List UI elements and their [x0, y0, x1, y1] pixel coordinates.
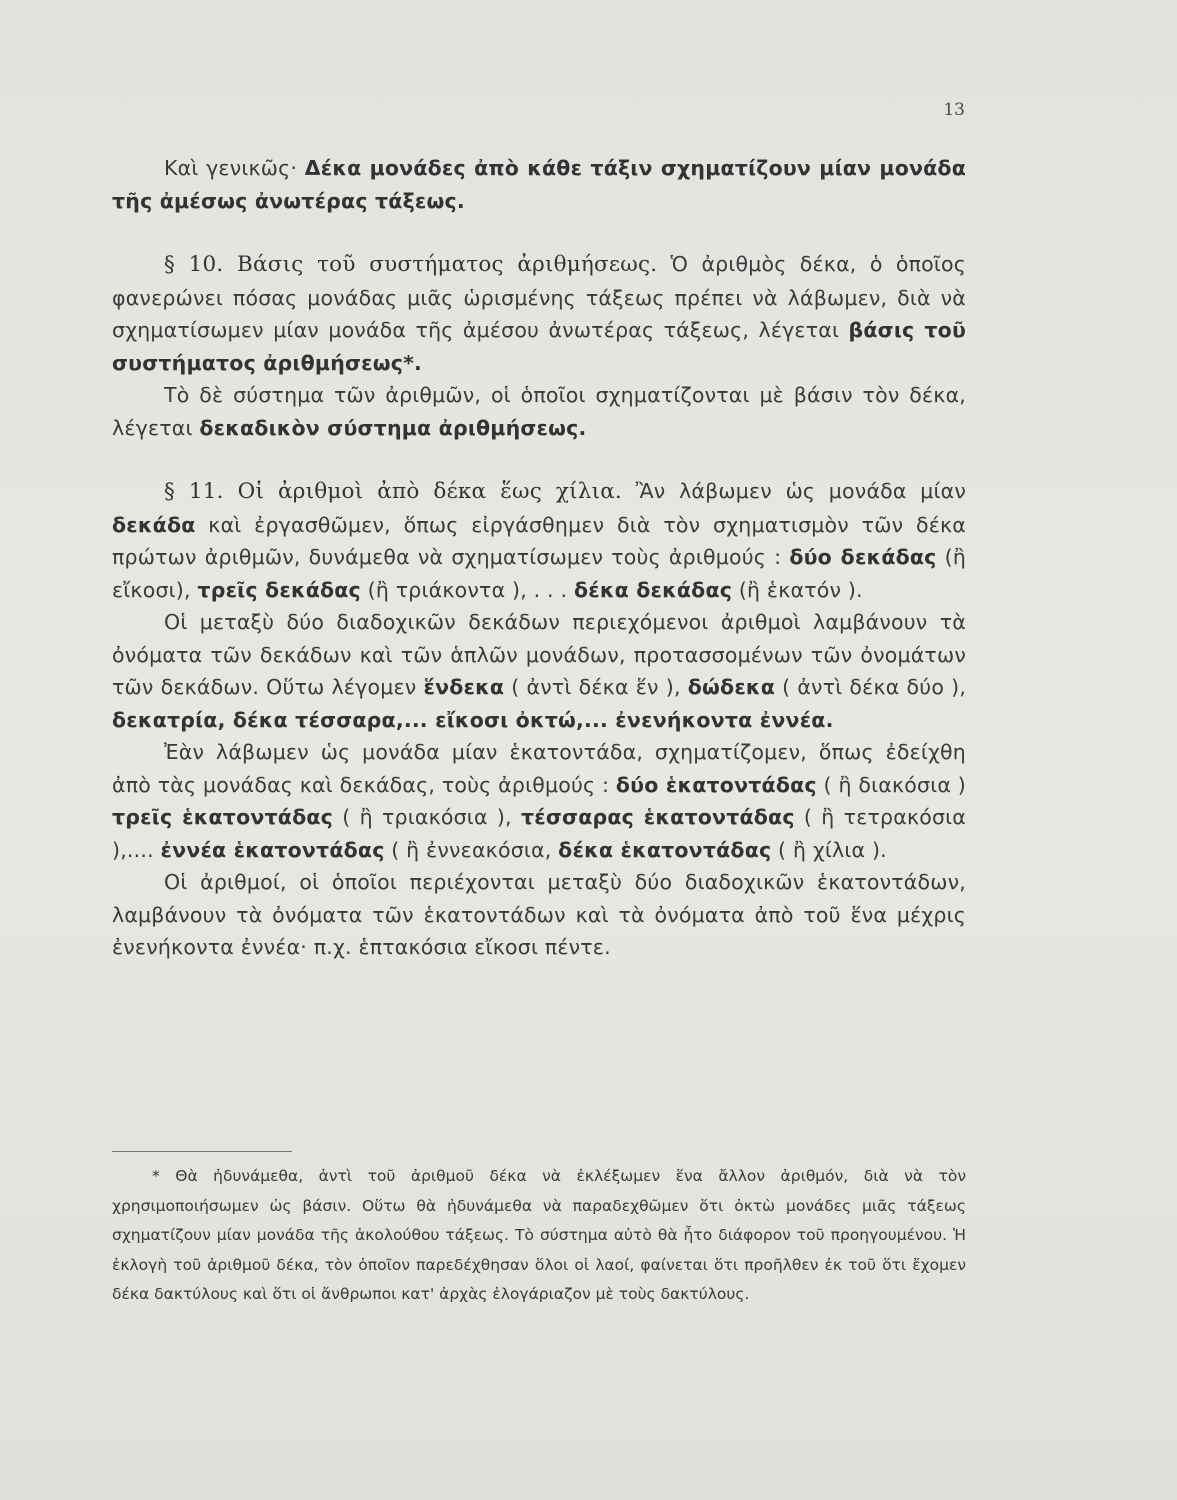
text-run: ( ἢ ἐννεακόσια,: [391, 837, 552, 862]
paragraph-hundreds: [112, 736, 966, 866]
paragraph-decimal-system: [112, 379, 966, 444]
text-run: (ἢ εἴκοσι),: [112, 545, 967, 602]
bold-term: δύο δεκάδας: [789, 545, 937, 569]
text-run: (ἢ ἑκατόν ).: [738, 577, 863, 602]
text-run: Ὁ ἀριθμὸς δέκα, ὁ ὁποῖος φανερώνει πόσας μονάδας μιᾶς ὡρισμένης τάξεως πρέπει νὰ λάβωμεν, διὰ νὰ σχηματίσωμεν μίαν μονάδα τῆς ἀμέσου ἀνωτέρας τάξεως, λέγεται: [112, 252, 967, 342]
text-run: Τὸ δὲ σύστημα τῶν ἀριθμῶν, οἱ ὁποῖοι σχηματίζονται μὲ βάσιν τὸν δέκα, λέγεται: [112, 383, 966, 440]
text-run: ( ἀντὶ δέκα ἕν ),: [511, 675, 681, 699]
bold-term: δέκα δεκάδας: [573, 577, 733, 602]
bold-term: δώδεκα: [687, 675, 775, 699]
section-10: [112, 248, 966, 379]
text-run: ( ἢ τριακόσια ),: [342, 805, 512, 829]
bold-term: ἐννέα ἑκατοντάδας: [160, 837, 385, 862]
paragraph-hundreds-names: Οἱ ἀριθμοί, οἱ ὁποῖοι περιέχονται μεταξὺ δύο διαδοχικῶν ἑκατοντάδων, λαμβάνουν τὰ ὀνόματα τῶν ἑκατοντάδων καὶ τὰ ὀνόματα ἀπὸ τοῦ ἕνα μέχρις ἐνενήκοντα ἐννέα· π.χ. ἑπτακόσια εἴκοσι πέντε.: [112, 870, 966, 959]
text-run: Καὶ γενικῶς·: [164, 156, 298, 180]
paragraph-general-rule: [112, 152, 966, 217]
text-run: Οἱ μεταξὺ δύο διαδοχικῶν δεκάδων περιεχόμενοι ἀριθμοὶ λαμβάνουν τὰ ὀνόματα τῶν δεκάδων καὶ τῶν ἁπλῶν μονάδων, προτασσομένων τῶν ὀνομάτων τῶν δεκάδων. Οὕτω λέγομεν: [112, 610, 966, 699]
section-heading: § 10. Βάσις τοῦ συστήματος ἀριθμήσεως.: [164, 252, 658, 277]
main-text: [112, 152, 966, 964]
footnote: [112, 1162, 966, 1310]
text-run: ( ἢ τετρακόσια ),....: [112, 805, 967, 862]
text-run: ( ἀντὶ δέκα δύο ),: [782, 675, 967, 699]
section-11: [112, 475, 966, 606]
bold-term: δεκάδα: [112, 512, 196, 537]
bold-term: βάσις τοῦ συστήματος ἀριθμήσεως*.: [112, 318, 967, 375]
text-run: ( ἢ διακόσια ): [823, 772, 967, 797]
text-run: καὶ ἐργασθῶμεν, ὅπως εἰργάσθημεν διὰ τὸν σχηματισμὸν τῶν δέκα πρώτων ἀριθμῶν, δυνάμεθα νὰ σχηματίσωμεν τοὺς ἀριθμούς :: [112, 512, 967, 569]
text-run: Ἐὰν λάβωμεν ὡς μονάδα μίαν ἑκατοντάδα, σχηματίζομεν, ὅπως ἐδείχθη ἀπὸ τὰς μονάδας καὶ δεκάδας, τοὺς ἀριθμούς :: [112, 740, 966, 797]
text-run: (ἢ τριάκοντα ), . . .: [367, 577, 568, 602]
bold-term: δεκατρία, δέκα τέσσαρα,... εἴκοσι ὀκτώ,... ἐνενήκοντα ἐννέα.: [112, 707, 834, 732]
footnote-text: * Θὰ ἠδυνάμεθα, ἀντὶ τοῦ ἀριθμοῦ δέκα νὰ ἐκλέξωμεν ἕνα ἄλλον ἀριθμόν, διὰ νὰ τὸν χρησιμοποιήσωμεν ὡς βάσιν. Οὕτω θὰ ἠδυνάμεθα νὰ παραδεχθῶμεν ὅτι ὀκτὼ μονάδες μιᾶς τάξεως σχηματίζουν μίαν μονάδα τῆς ἀκολούθου τάξεως. Τὸ σύστημα αὐτὸ θὰ ἦτο διάφορον τοῦ προηγουμένου. Ἡ ἐκλογὴ τοῦ ἀριθμοῦ δέκα, τὸν ὁποῖον παρεδέχθησαν ὅλοι οἱ λαοί, φαίνεται ὅτι προῆλθεν ἐκ τοῦ ὅτι ἔχομεν δέκα δακτύλους καὶ ὅτι οἱ ἄνθρωποι κατ' ἀρχὰς ἐλογάριαζον μὲ τοὺς δακτύλους.: [112, 1167, 966, 1303]
bold-term: δέκα ἑκατοντάδας: [558, 837, 772, 862]
paragraph-tens-names: [112, 606, 966, 736]
page-number: 13: [943, 100, 965, 120]
footnote-divider: [112, 1151, 292, 1152]
bold-term: δεκαδικὸν σύστημα ἀριθμήσεως.: [199, 415, 587, 440]
bold-term: τρεῖς δεκάδας: [197, 577, 361, 602]
bold-term: ἕνδεκα: [423, 675, 505, 699]
bold-term: τέσσαρας ἑκατοντάδας: [520, 805, 795, 829]
text-run: Ἂν λάβωμεν ὡς μονάδα μίαν: [635, 479, 966, 503]
text-run: ( ἢ χίλια ).: [778, 837, 887, 862]
section-heading: § 11. Οἱ ἀριθμοὶ ἀπὸ δέκα ἕως χίλια.: [164, 479, 622, 504]
bold-term: δύο ἑκατοντάδας: [615, 772, 817, 797]
bold-term: τρεῖς ἑκατοντάδας: [112, 805, 333, 829]
bold-term: Δέκα μονάδες ἀπὸ κάθε τάξιν σχηματίζουν μίαν μονάδα τῆς ἀμέσως ἀνωτέρας τάξεως.: [112, 156, 966, 213]
